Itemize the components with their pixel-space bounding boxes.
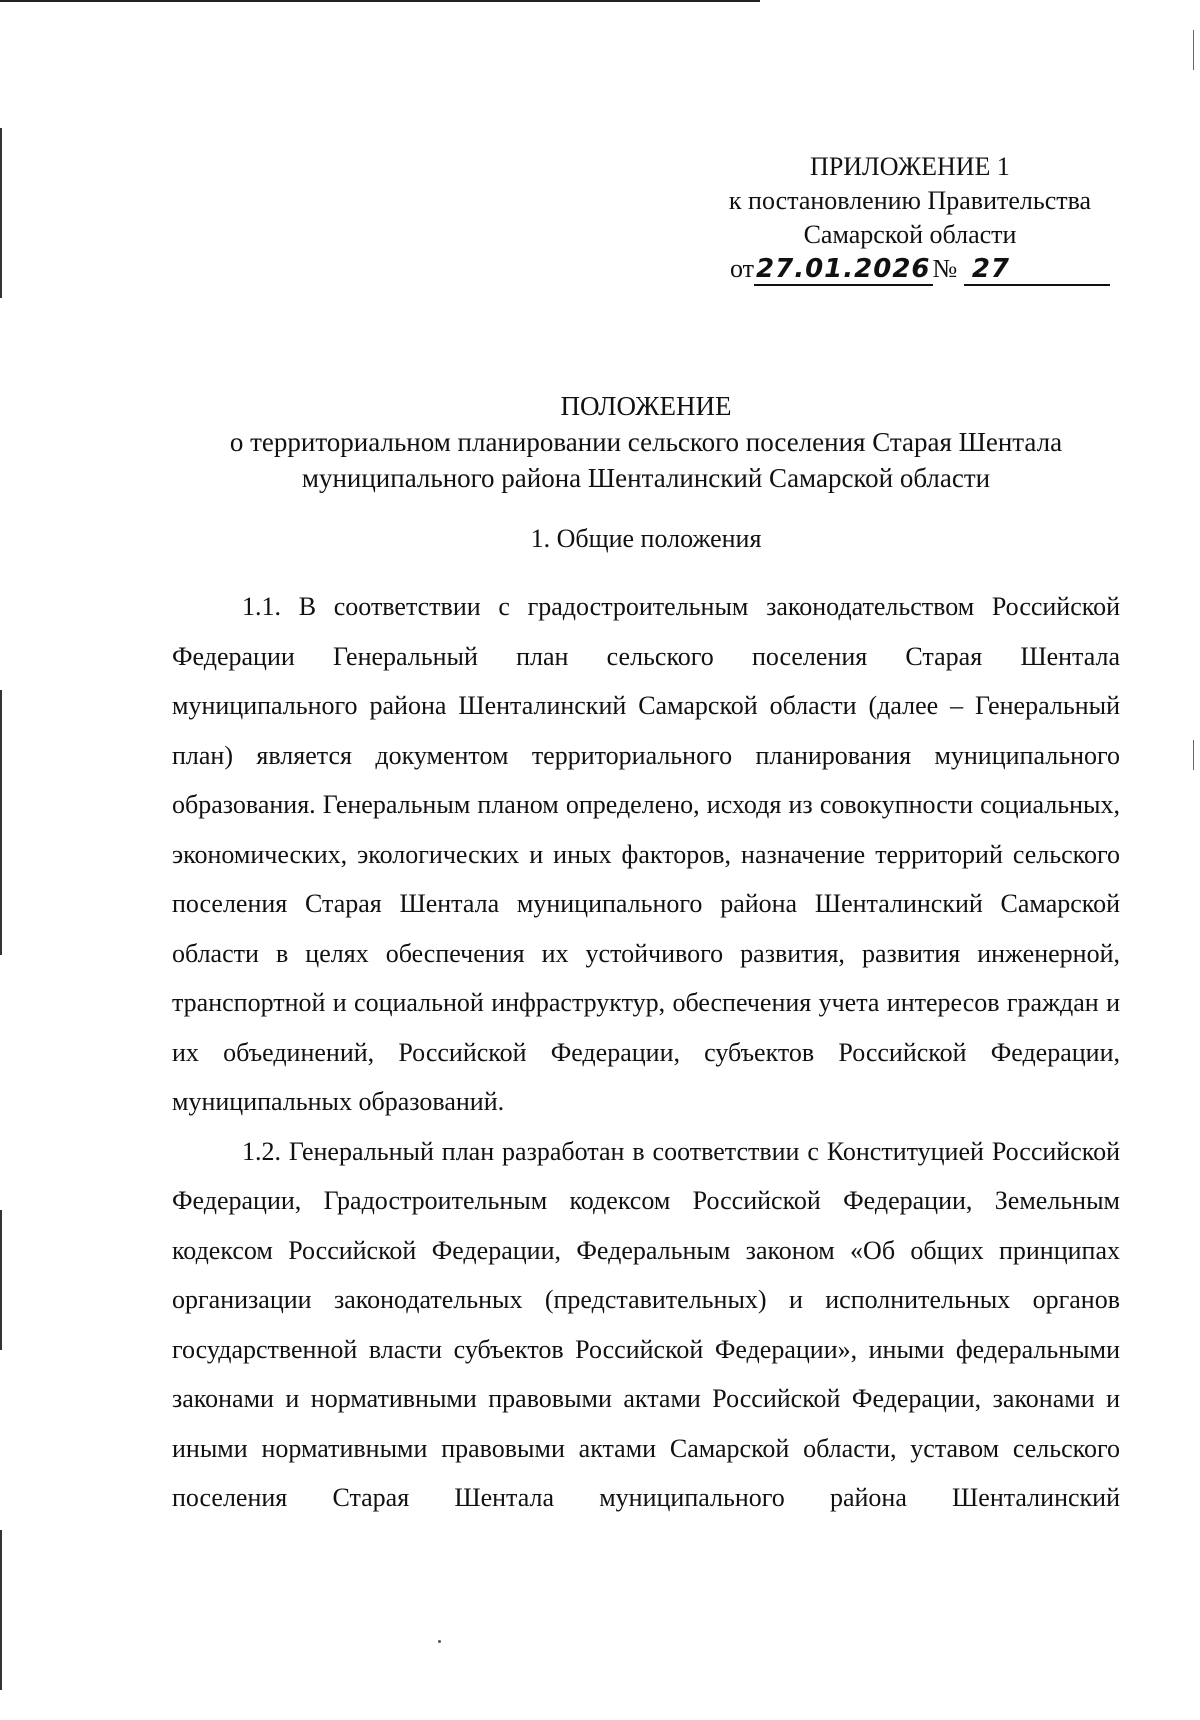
appendix-block	[700, 150, 1120, 286]
scan-margin-mark	[0, 1210, 2, 1350]
appendix-reference: к постановлению Правительства	[728, 186, 1092, 215]
document-subtitle-line-2: муниципального района Шенталинский Самарской области	[301, 463, 991, 493]
document-title-block	[172, 388, 1120, 496]
appendix-date-line	[700, 252, 1120, 286]
appendix-title: ПРИЛОЖЕНИЕ 1	[810, 152, 1010, 181]
scan-margin-mark	[0, 690, 2, 955]
scan-speck	[438, 1640, 441, 1643]
paragraph-1-1: 1.1. В соответствии с градостроительным законодательством Российской Федерации Генеральный план сельского поселения Старая Шентала муниципального района Шенталинский Самарской области (далее – Генеральный план) является документом территориального планирования муниципального образования. Генеральным планом определено, исходя из совокупности социальных, экономических, экологических и иных факторов, назначение территорий сельского поселения Старая Шентала муниципального района Шенталинский Самарской области в целях обеспечения их устойчивого развития, развития инженерной, транспортной и социальной инфраструктур, обеспечения учета интересов граждан и их объединений, Российской Федерации, субъектов Российской Федерации, муниципальных образований.	[172, 592, 1120, 1116]
handwritten-number: 27	[971, 254, 1011, 284]
number-prefix: №	[932, 254, 958, 283]
paragraph-1-2: 1.2. Генеральный план разработан в соответствии с Конституцией Российской Федерации, Градостроительным кодексом Российской Федерации, Земельным кодексом Российской Федерации, Федеральным законом «Об общих принципах организации законодательных (представительных) и исполнительных органов государственной власти субъектов Российской Федерации», иными федеральными законами и нормативными правовыми актами Российской Федерации, законами и иными нормативными правовыми актами Самарской области, уставом сельского поселения Старая Шентала муниципального района Шенталинский	[172, 1136, 1120, 1512]
scan-margin-mark	[0, 1530, 2, 1690]
handwritten-date: 27.01.2026	[756, 254, 931, 284]
number-field	[964, 254, 1110, 286]
date-prefix: от	[730, 254, 755, 283]
document-subtitle-line-1: о территориальном планировании сельского поселения Старая Шентала	[229, 427, 1063, 457]
scan-margin-mark	[1193, 740, 1194, 770]
appendix-region: Самарской области	[803, 220, 1017, 249]
section-heading: 1. Общие положения	[530, 524, 762, 553]
scan-margin-mark	[0, 128, 2, 298]
scan-border-top	[0, 0, 760, 2]
document-title: ПОЛОЖЕНИЕ	[560, 391, 732, 421]
document-body	[172, 582, 1120, 1523]
scan-margin-mark	[1193, 30, 1194, 70]
